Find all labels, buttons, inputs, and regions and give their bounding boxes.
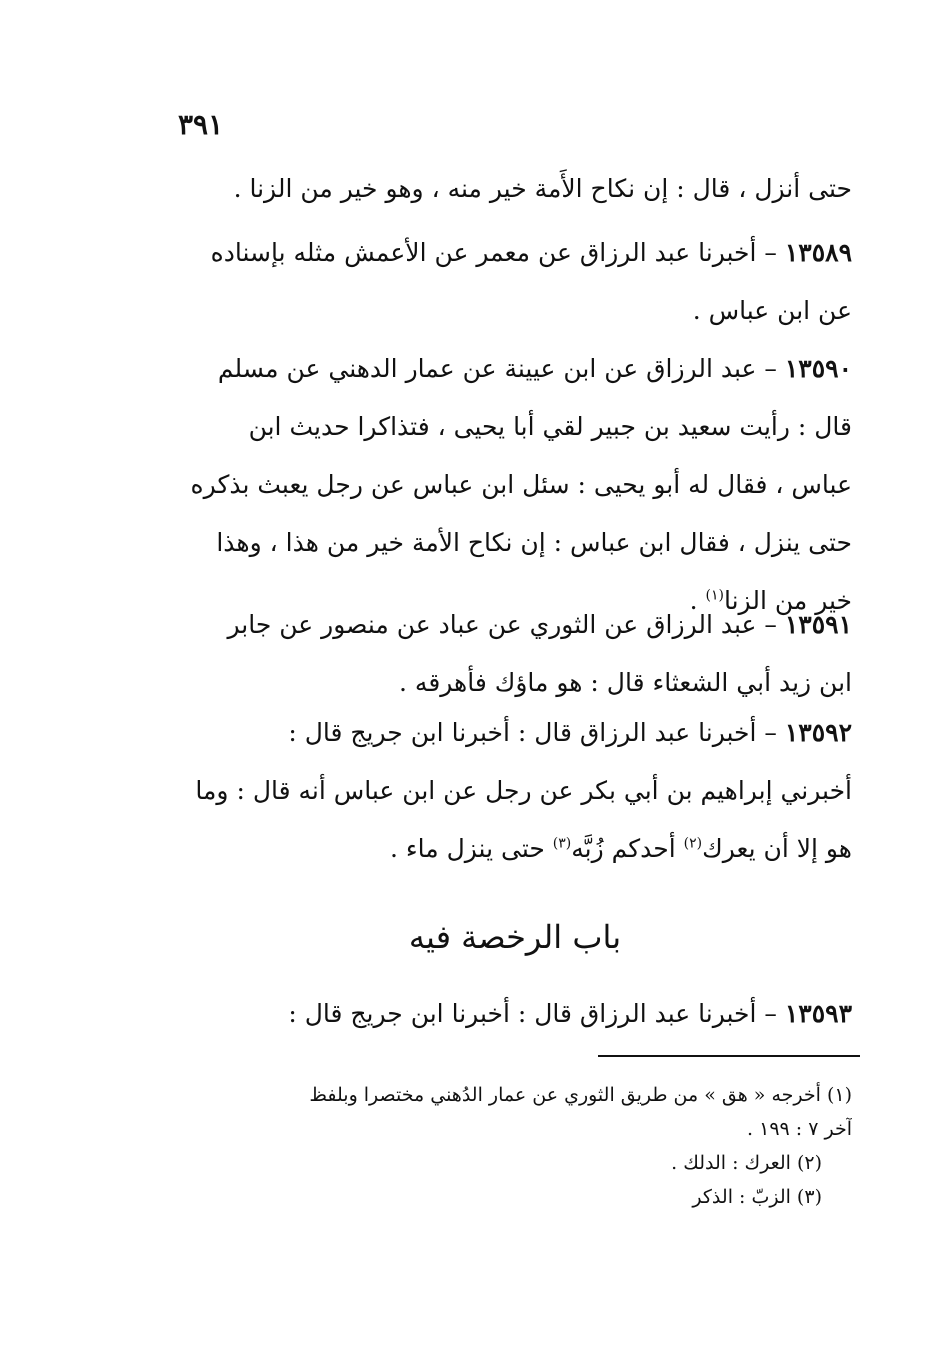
hadith-number: ١٣٥٩٢ — [784, 718, 852, 747]
hadith-13590 — [178, 340, 852, 630]
hadith-number: ١٣٥٩٣ — [784, 999, 852, 1028]
paragraph-continuation — [178, 160, 852, 218]
text-segment: أحدكم زُبَّه — [571, 834, 684, 863]
footnotes — [178, 1078, 852, 1214]
page-number: ٣٩١ — [178, 108, 224, 141]
text-segment: – أخبرنا عبد الرزاق قال : أخبرنا ابن جريج قال : — [288, 718, 777, 747]
text-segment: حتى ينزل ماء . — [390, 834, 553, 863]
hadith-13589 — [178, 224, 852, 340]
text-segment: هو إلا أن يعرك — [702, 834, 852, 863]
text-line: أخبرني إبراهيم بن أبي بكر عن رجل عن ابن عباس أنه قال : وما — [195, 776, 852, 805]
text-line — [178, 596, 852, 654]
text-line: حتى أنزل ، قال : إن نكاح الأَمة خير منه ، وهو خير من الزنا . — [233, 174, 852, 203]
footnote-2: (٢) العرك : الدلك . — [671, 1152, 822, 1174]
hadith-number: ١٣٥٩١ — [784, 610, 852, 639]
text-line — [178, 704, 852, 762]
hadith-number: ١٣٥٩٠ — [784, 354, 852, 383]
text-segment: – عبد الرزاق عن ابن عيينة عن عمار الدهني عن مسلم — [217, 354, 777, 383]
footnote-divider — [598, 1055, 860, 1057]
text-segment: – عبد الرزاق عن الثوري عن عباد عن منصور عن جابر — [227, 610, 777, 639]
footnote-ref: (١) — [705, 587, 724, 604]
hadith-13593 — [178, 985, 852, 1043]
hadith-13591 — [178, 596, 852, 712]
hadith-13592 — [178, 704, 852, 878]
text-line — [178, 985, 852, 1043]
text-line — [178, 224, 852, 282]
text-line: ابن زيد أبي الشعثاء قال : هو ماؤك فأهرقه . — [399, 668, 852, 697]
text-line — [178, 340, 852, 398]
text-line: حتى ينزل ، فقال ابن عباس : إن نكاح الأمة خير من هذا ، وهذا — [216, 528, 852, 557]
footnote-ref: (٢) — [683, 835, 703, 852]
text-line: عن ابن عباس . — [692, 296, 852, 325]
text-segment: . — [689, 586, 706, 615]
text-segment: – أخبرنا عبد الرزاق عن معمر عن الأعمش مثله بإسناده — [210, 238, 777, 267]
text-line: عباس ، فقال له أبو يحيى : سئل ابن عباس عن رجل يعبث بذكره — [190, 470, 852, 499]
hadith-number: ١٣٥٨٩ — [784, 238, 852, 267]
text-segment: – أخبرنا عبد الرزاق قال : أخبرنا ابن جريج قال : — [288, 999, 777, 1028]
footnote-1: (١) أخرجه « هق » من طريق الثوري عن عمار الدُهني مختصرا وبلفظ — [309, 1084, 852, 1106]
footnote-ref: (٣) — [552, 835, 572, 852]
text-line — [178, 820, 852, 878]
footnote-3: (٣) الزبّ : الذكر — [692, 1186, 822, 1208]
text-segment: خير من الزنا — [723, 586, 852, 615]
text-line: قال : رأيت سعيد بن جبير لقي أبا يحيى ، فتذاكرا حديث ابن — [248, 412, 852, 441]
footnote-1-continuation: آخر ٧ : ١٩٩ . — [747, 1118, 852, 1140]
section-heading: باب الرخصة فيه — [408, 918, 622, 956]
